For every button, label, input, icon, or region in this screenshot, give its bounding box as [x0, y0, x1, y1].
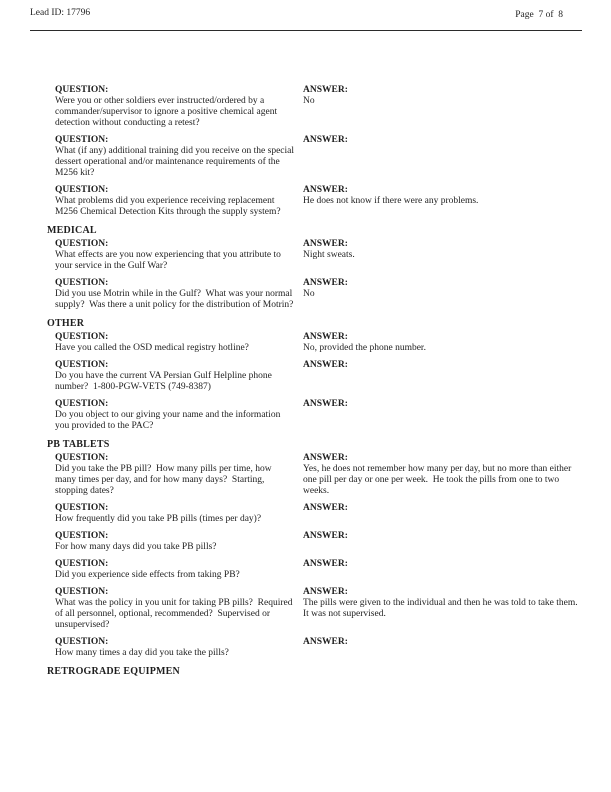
question-label: QUESTION:: [55, 637, 109, 647]
question-column: [55, 185, 295, 218]
question-text: Do you object to our giving your name and the information you provided to the PAC?: [55, 410, 283, 431]
question-label: QUESTION:: [55, 185, 109, 195]
question-label: QUESTION:: [55, 85, 109, 95]
answer-text: No: [303, 96, 315, 106]
question-column: [55, 587, 295, 631]
answer-label: ANSWER:: [303, 332, 348, 342]
answer-text: The pills were given to the individual and then he was told to take them. It was not supervised.: [303, 598, 583, 619]
qa-block: [55, 531, 583, 553]
question-text: For how many days did you take PB pills?: [55, 542, 217, 552]
answer-column: [303, 85, 583, 129]
answer-text: Night sweats.: [303, 250, 355, 260]
document-body: [47, 85, 583, 680]
question-text: Did you take the PB pill? How many pills per time, how many times per day, and for how many days? Starting, stopping dates?: [55, 464, 275, 496]
qa-block: [55, 239, 583, 272]
answer-column: [303, 278, 583, 311]
question-label: QUESTION:: [55, 360, 109, 370]
question-label: QUESTION:: [55, 453, 109, 463]
answer-label: ANSWER:: [303, 637, 348, 647]
qa-block: [55, 559, 583, 581]
question-column: [55, 531, 295, 553]
answer-column: [303, 360, 583, 393]
question-column: [55, 503, 295, 525]
question-text: What problems did you experience receiving replacement M256 Chemical Detection Kits through the supply system?: [55, 196, 281, 217]
question-text: What (if any) additional training did you receive on the special dessert operational and/or maintenance requirements of the M256 kit?: [55, 146, 297, 178]
answer-label: ANSWER:: [303, 278, 348, 288]
answer-column: [303, 587, 583, 631]
answer-text: No: [303, 289, 315, 299]
answer-text: No, provided the phone number.: [303, 343, 426, 353]
qa-block: [55, 278, 583, 311]
answer-label: ANSWER:: [303, 503, 348, 513]
answer-text: Yes, he does not remember how many per day, but no more than either one pill per day or one per week. He took the pills from one to two weeks.: [303, 464, 574, 496]
answer-column: [303, 332, 583, 354]
answer-column: [303, 503, 583, 525]
question-column: [55, 332, 295, 354]
answer-column: [303, 531, 583, 553]
answer-label: ANSWER:: [303, 239, 348, 249]
question-text: What was the policy in you unit for taking PB pills? Required of all personnel, optional, recommended? Supervised or unsupervised?: [55, 598, 295, 630]
question-label: QUESTION:: [55, 559, 109, 569]
section-title-pb-tablets: PB TABLETS: [47, 439, 110, 450]
question-text: Do you have the current VA Persian Gulf Helpline phone number? 1-800-PGW-VETS (749-8387): [55, 371, 275, 392]
answer-label: ANSWER:: [303, 453, 348, 463]
question-column: [55, 637, 295, 659]
lead-id: Lead ID: 17796: [30, 8, 91, 18]
section-title-medical: MEDICAL: [47, 225, 97, 236]
answer-column: [303, 637, 583, 659]
page-number: Page 7 of 8: [515, 10, 563, 20]
question-column: [55, 278, 295, 311]
answer-label: ANSWER:: [303, 135, 348, 145]
answer-column: [303, 185, 583, 218]
answer-column: [303, 453, 583, 497]
qa-block: [55, 503, 583, 525]
qa-block: [55, 332, 583, 354]
qa-block: [55, 453, 583, 497]
question-text: Have you called the OSD medical registry hotline?: [55, 343, 249, 353]
question-label: QUESTION:: [55, 503, 109, 513]
section-title-retrograde-equipment: RETROGRADE EQUIPMEN: [47, 666, 180, 677]
answer-label: ANSWER:: [303, 559, 348, 569]
question-label: QUESTION:: [55, 278, 109, 288]
question-text: How frequently did you take PB pills (times per day)?: [55, 514, 262, 524]
section-title-other: OTHER: [47, 318, 85, 329]
question-column: [55, 135, 295, 179]
qa-block: [55, 135, 583, 179]
answer-label: ANSWER:: [303, 531, 348, 541]
qa-block: [55, 587, 583, 631]
answer-label: ANSWER:: [303, 360, 348, 370]
answer-label: ANSWER:: [303, 185, 348, 195]
question-text: How many times a day did you take the pills?: [55, 648, 229, 658]
question-column: [55, 85, 295, 129]
question-label: QUESTION:: [55, 531, 109, 541]
answer-text: He does not know if there were any problems.: [303, 196, 479, 206]
answer-label: ANSWER:: [303, 85, 348, 95]
question-label: QUESTION:: [55, 332, 109, 342]
question-column: [55, 399, 295, 432]
qa-block: [55, 637, 583, 659]
question-label: QUESTION:: [55, 239, 109, 249]
qa-block: [55, 185, 583, 218]
answer-column: [303, 135, 583, 179]
question-column: [55, 239, 295, 272]
question-column: [55, 559, 295, 581]
question-text: What effects are you now experiencing that you attribute to your service in the Gulf War?: [55, 250, 284, 271]
question-label: QUESTION:: [55, 399, 109, 409]
answer-column: [303, 559, 583, 581]
answer-label: ANSWER:: [303, 587, 348, 597]
question-column: [55, 360, 295, 393]
question-text: Were you or other soldiers ever instructed/ordered by a commander/supervisor to ignore a positive chemical agent detection without conducting a retest?: [55, 96, 280, 128]
question-label: QUESTION:: [55, 587, 109, 597]
question-label: QUESTION:: [55, 135, 109, 145]
qa-block: [55, 85, 583, 129]
answer-label: ANSWER:: [303, 399, 348, 409]
answer-column: [303, 239, 583, 272]
question-text: Did you experience side effects from taking PB?: [55, 570, 240, 580]
qa-block: [55, 360, 583, 393]
question-text: Did you use Motrin while in the Gulf? What was your normal supply? Was there a unit policy for the distribution of Motrin?: [55, 289, 295, 310]
answer-column: [303, 399, 583, 432]
question-column: [55, 453, 295, 497]
qa-block: [55, 399, 583, 432]
header-rule: [30, 30, 582, 31]
